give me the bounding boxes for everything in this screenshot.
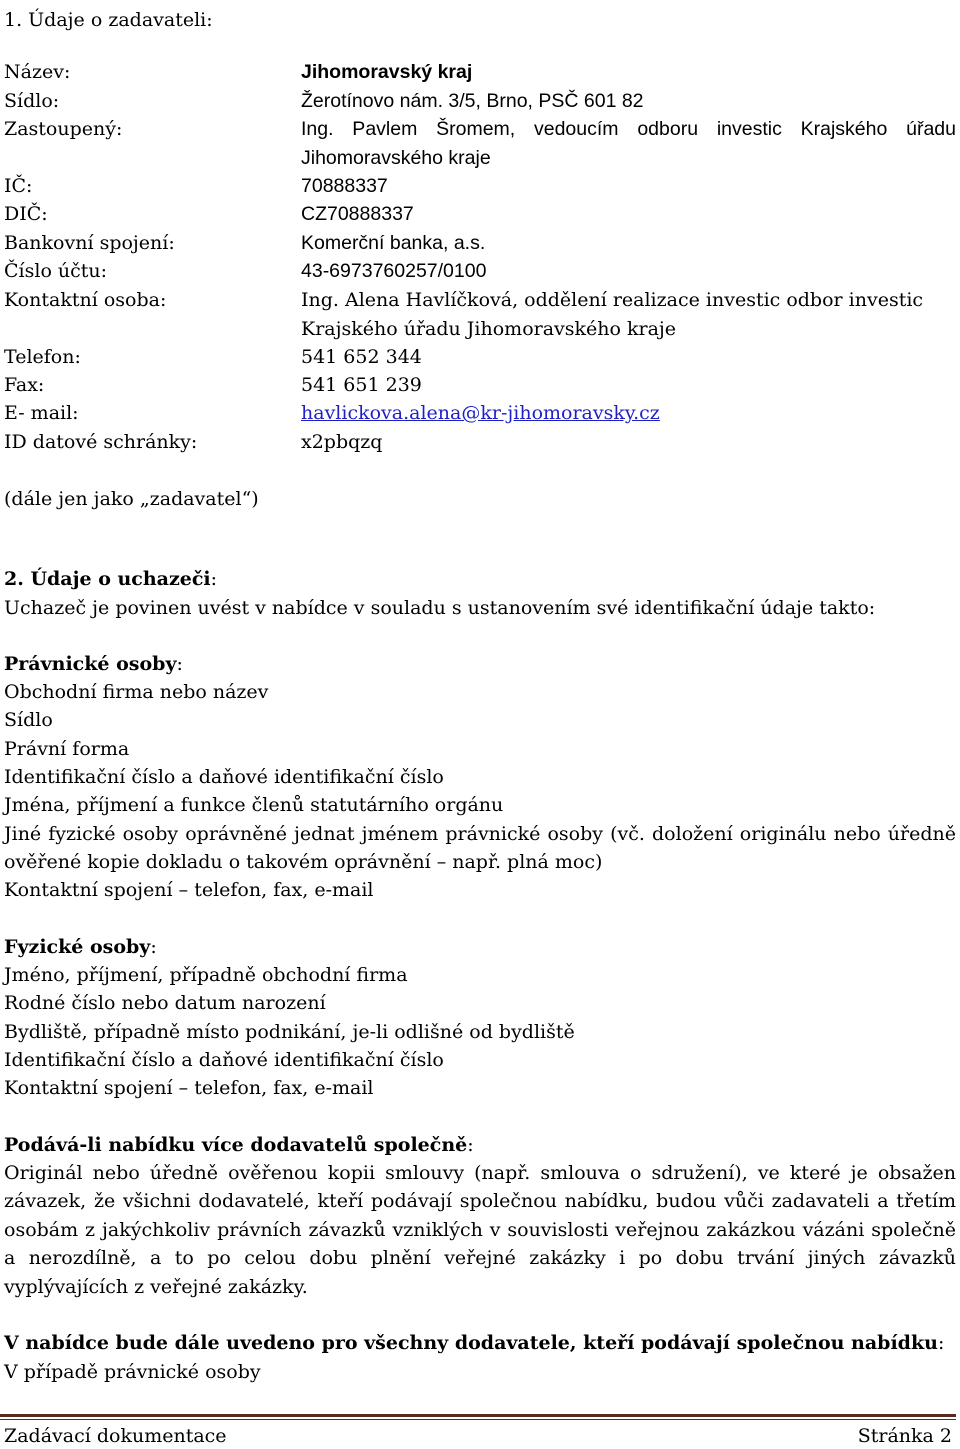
all-suppliers-heading bbox=[4, 1329, 956, 1357]
value-databox: x2pbqzq bbox=[301, 431, 383, 453]
label-databox: ID datové schránky: bbox=[4, 431, 198, 453]
list-item-justified: Jiné fyzické osoby oprávněné jednat jménem právnické osoby (vč. doložení originálu nebo úředně ověřené kopie dokladu o takovém oprávnění – např. plná moc) bbox=[4, 823, 956, 874]
natural-persons-heading bbox=[4, 933, 956, 961]
footer-document-title: Zadávací dokumentace bbox=[4, 1425, 227, 1447]
label-email: E- mail: bbox=[4, 402, 79, 424]
label-nazev: Název: bbox=[4, 61, 71, 83]
label-bank: Bankovní spojení: bbox=[4, 232, 175, 254]
section-2-title-colon: : bbox=[210, 568, 218, 590]
list-item: Rodné číslo nebo datum narození bbox=[4, 992, 326, 1014]
value-contact: Ing. Alena Havlíčková, oddělení realizace investic odbor investic Krajského úřadu Jihomoravského kraje bbox=[301, 289, 924, 340]
label-fax: Fax: bbox=[4, 374, 45, 396]
label-phone: Telefon: bbox=[4, 346, 81, 368]
label-dic: DIČ: bbox=[4, 203, 48, 225]
value-sidlo: Žerotínovo nám. 3/5, Brno, PSČ 601 82 bbox=[301, 90, 644, 112]
value-fax: 541 651 239 bbox=[301, 374, 422, 396]
joint-bid-paragraph: Originál nebo úředně ověřenou kopii smlouvy (např. smlouva o sdružení), ve které je obsažen závazek, že všichni dodavatelé, kteří podávají společnou nabídku, budou vůči zadavateli a třetím osobám z jakýchkoliv právních závazků vzniklých v souvislosti veřejnou zakázkou vázáni společně a nerozdílně, a to po celou dobu plnění veřejné zakázky i po dobu trvání jiných závazků vyplývajících z veřejné zakázky. bbox=[4, 1162, 956, 1298]
list-item: Kontaktní spojení – telefon, fax, e-mail bbox=[4, 1077, 374, 1099]
legal-persons-heading-text: Právnické osoby bbox=[4, 653, 177, 675]
zadavatel-note: (dále jen jako „zadavatel“) bbox=[4, 488, 259, 510]
list-item: Obchodní firma nebo název bbox=[4, 681, 269, 703]
label-sidlo: Sídlo: bbox=[4, 90, 60, 112]
label-contact: Kontaktní osoba: bbox=[4, 289, 167, 311]
value-account: 43-6973760257/0100 bbox=[301, 260, 487, 282]
legal-persons-heading-colon: : bbox=[176, 653, 183, 675]
list-item: Identifikační číslo a daňové identifikační číslo bbox=[4, 1049, 444, 1071]
label-account: Číslo účtu: bbox=[4, 260, 108, 282]
all-suppliers-heading-text: V nabídce bude dále uvedeno pro všechny dodavatele, kteří podávají společnou nabídku bbox=[4, 1332, 938, 1354]
joint-bid-heading bbox=[4, 1131, 956, 1159]
list-item: Bydliště, případně místo podnikání, je-li odlišné od bydliště bbox=[4, 1021, 575, 1043]
legal-entity-case-line: V případě právnické osoby bbox=[4, 1361, 261, 1383]
label-zastoupeny: Zastoupený: bbox=[4, 118, 123, 140]
section-2-intro: Uchazeč je povinen uvést v nabídce v souladu s ustanovením své identifikační údaje takto: bbox=[4, 597, 876, 619]
list-item: Jméno, příjmení, případně obchodní firma bbox=[4, 964, 408, 986]
value-phone: 541 652 344 bbox=[301, 346, 422, 368]
section-1-title: 1. Údaje o zadavateli: bbox=[4, 9, 213, 31]
legal-persons-heading bbox=[4, 650, 956, 678]
value-ic: 70888337 bbox=[301, 175, 388, 197]
section-2-title-text: 2. Údaje o uchazeči bbox=[4, 568, 211, 590]
email-link[interactable]: havlickova.alena@kr-jihomoravsky.cz bbox=[301, 402, 660, 424]
list-item: Jména, příjmení a funkce členů statutárního orgánu bbox=[4, 794, 504, 816]
list-item: Právní forma bbox=[4, 738, 130, 760]
list-item: Sídlo bbox=[4, 709, 53, 731]
footer-rule-thick bbox=[0, 1414, 956, 1417]
list-item: Identifikační číslo a daňové identifikační číslo bbox=[4, 766, 444, 788]
value-bank: Komerční banka, a.s. bbox=[301, 232, 486, 254]
joint-bid-heading-text: Podává-li nabídku více dodavatelů společně bbox=[4, 1134, 468, 1156]
natural-persons-heading-colon: : bbox=[150, 936, 157, 958]
list-item: Kontaktní spojení – telefon, fax, e-mail bbox=[4, 879, 374, 901]
footer-page-number: Stránka 2 bbox=[857, 1425, 952, 1447]
natural-persons-heading-text: Fyzické osoby bbox=[4, 936, 151, 958]
section-2-title bbox=[4, 565, 956, 593]
all-suppliers-heading-colon: : bbox=[937, 1332, 945, 1354]
value-nazev: Jihomoravský kraj bbox=[301, 61, 473, 83]
joint-bid-heading-colon: : bbox=[467, 1134, 474, 1156]
label-ic: IČ: bbox=[4, 175, 33, 197]
value-zastoupeny: Ing. Pavlem Šromem, vedoucím odboru investic Krajského úřadu Jihomoravského kraje bbox=[301, 118, 956, 169]
value-dic: CZ70888337 bbox=[301, 203, 414, 225]
footer-rule-thin bbox=[0, 1419, 956, 1420]
